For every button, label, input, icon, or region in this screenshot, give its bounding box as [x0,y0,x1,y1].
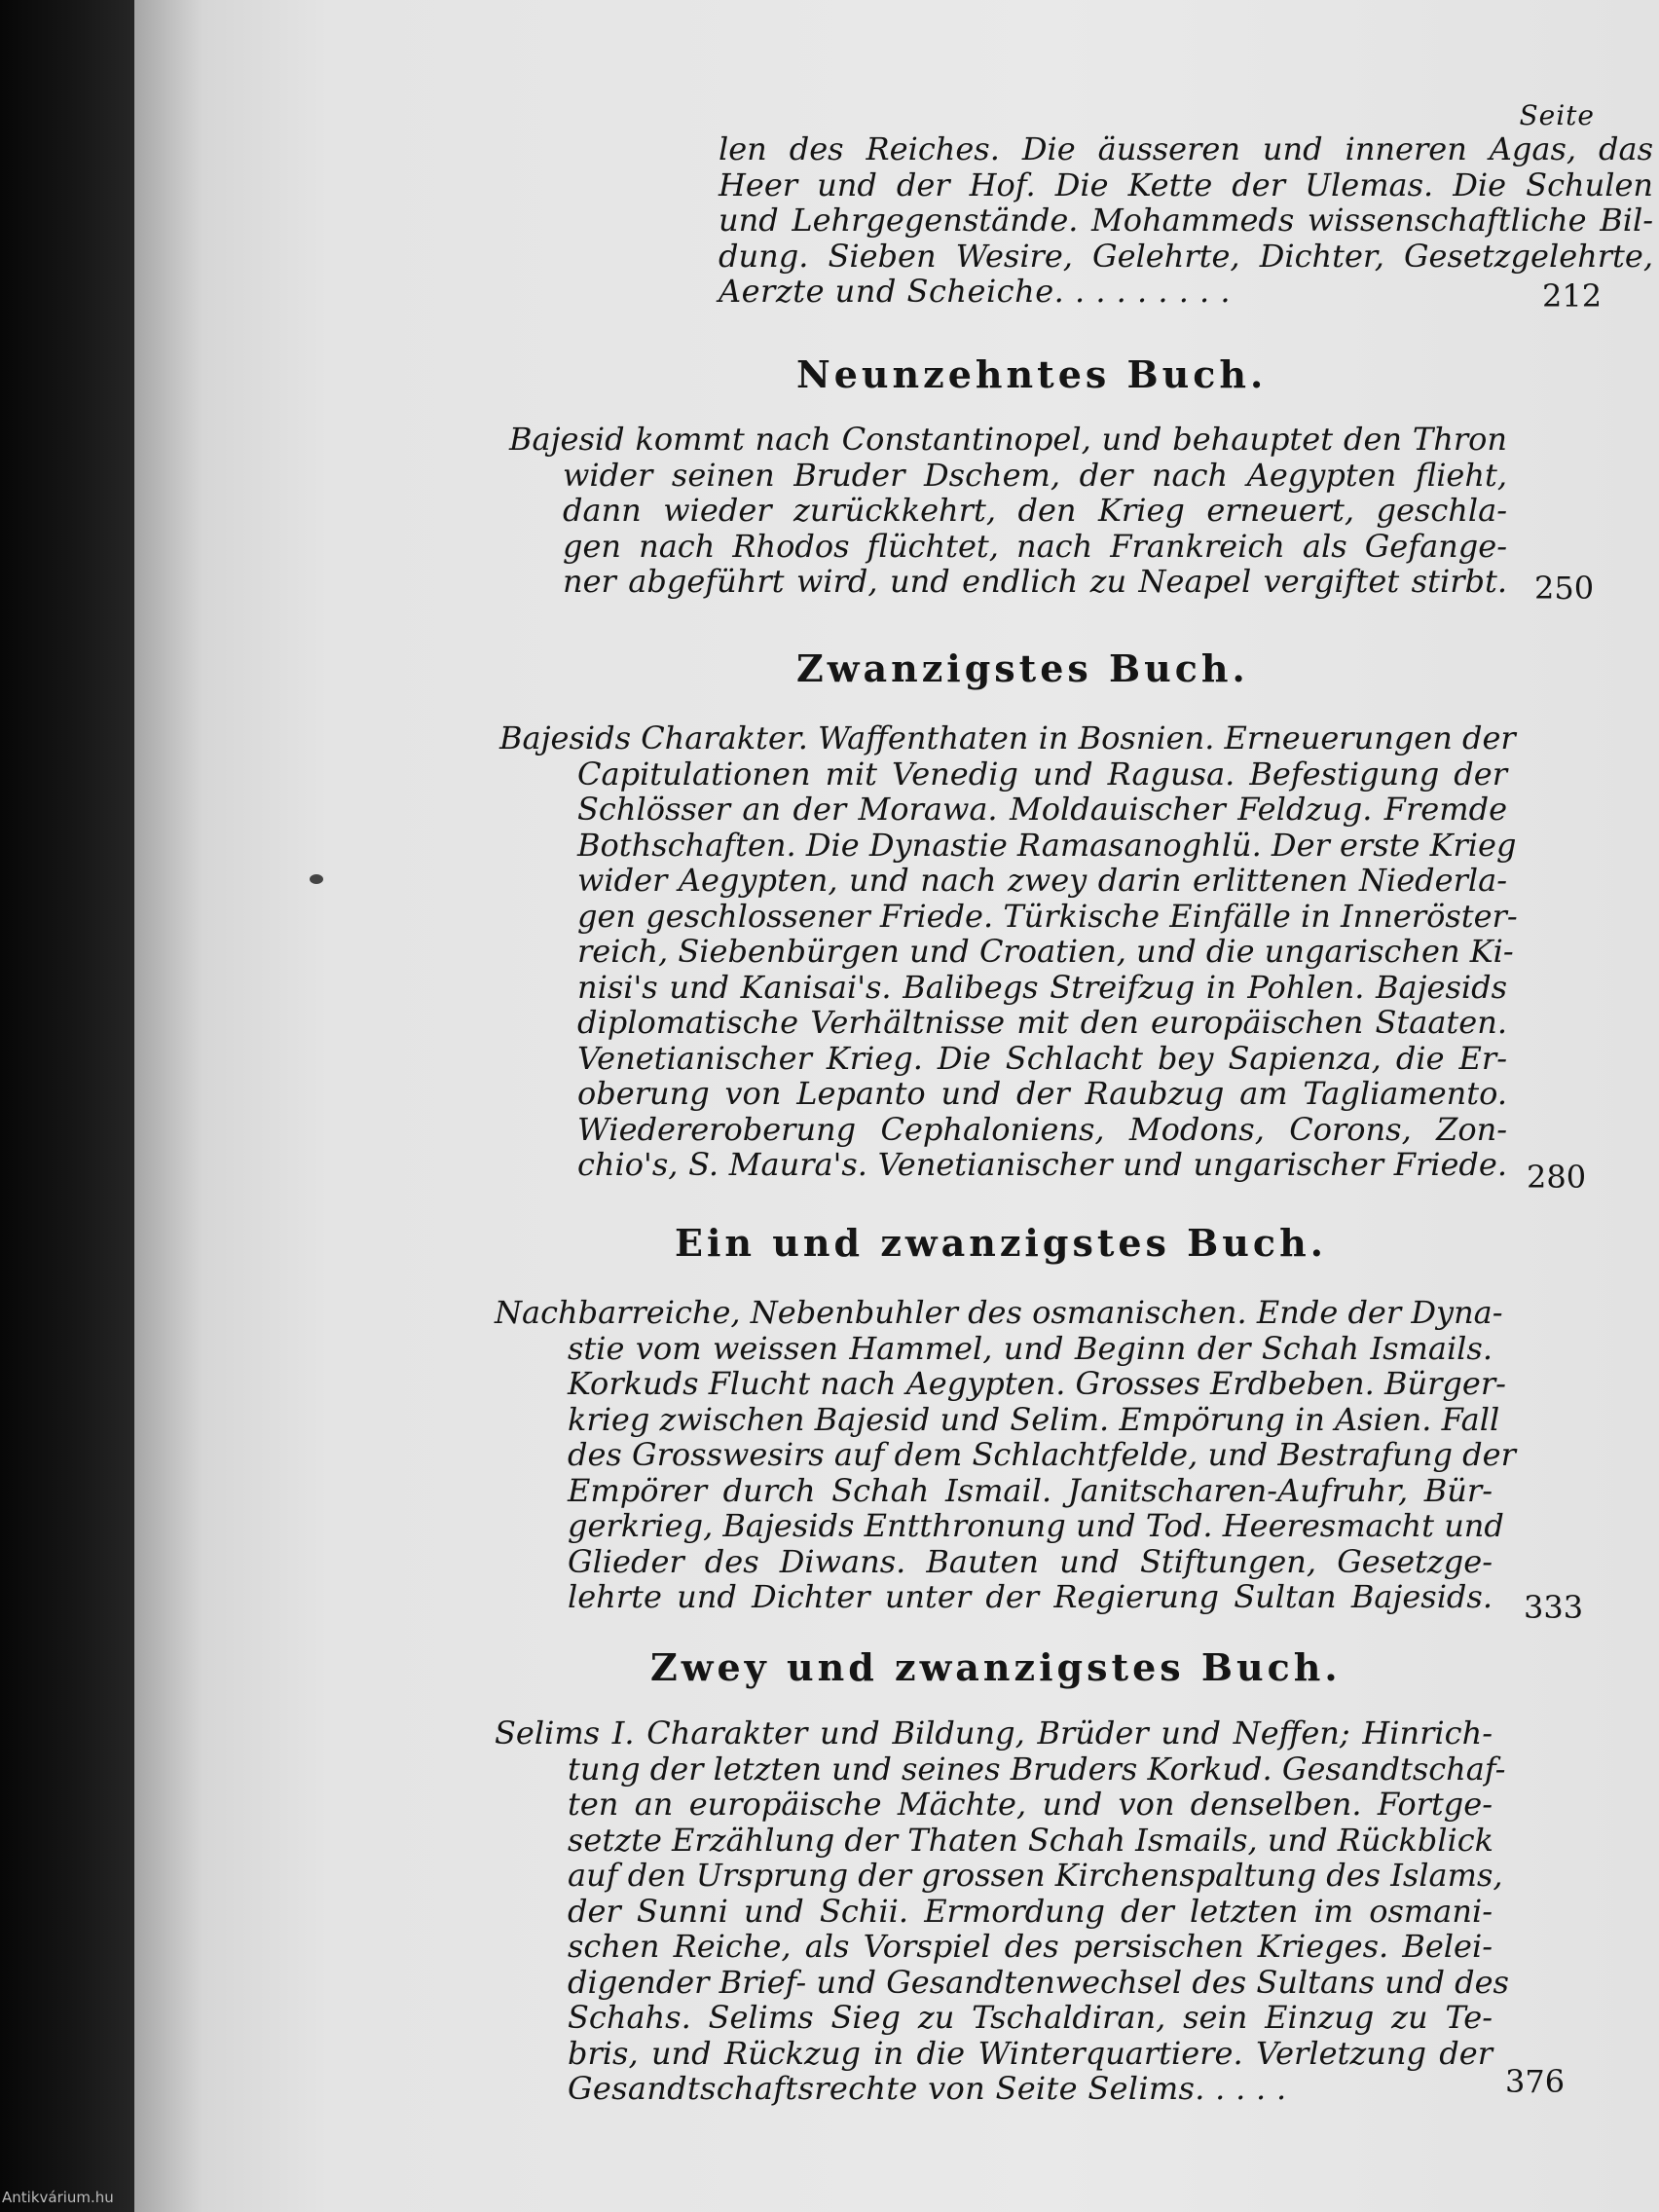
book-binding-shadow [0,0,136,2212]
entry-line: Glieder des Diwans. Bauten und Stiftungen, Gesetzge- [568,1542,1493,1580]
entry-line: tung der letzten und seines Bruders Korkud. Gesandtschaf- [568,1750,1506,1788]
entry-line: Nachbarreiche, Nebenbuhler des osmanischen. Ende der Dyna- [495,1294,1503,1331]
page-column-header: Seite [1519,99,1595,131]
entry-line: Heer und der Hof. Die Kette der Ulemas. Die Schulen [719,166,1653,203]
entry-line: Bothschaften. Die Dynastie Ramasanoghlü. Der erste Krieg [577,826,1517,864]
entry-line: Wiedereroberung Cephaloniens, Modons, Corons, Zon- [577,1110,1507,1148]
toc-entry [495,1294,1516,1615]
book-heading: Ein und zwanzigstes Buch. [675,1221,1327,1265]
entry-line: Korkuds Flucht nach Aegypten. Grosses Erdbeben. Bürger- [568,1365,1506,1402]
entry-line: Selims I. Charakter und Bildung, Brüder und Neffen; Hinrich- [495,1714,1493,1751]
page-number: 280 [1527,1159,1587,1196]
entry-line: gerkrieg, Bajesids Entthronung und Tod. Heeresmacht und [568,1507,1504,1544]
entry-line: stie vom weissen Hammel, und Beginn der Schah Ismails. [568,1329,1493,1367]
entry-line: wider seinen Bruder Dschem, der nach Aegypten flieht, [563,456,1507,494]
page-number: 376 [1505,2063,1566,2100]
book-heading: Zwey und zwanzigstes Buch. [650,1645,1342,1689]
entry-line: nisi's und Kanisai's. Balibegs Streifzug in Pohlen. Bajesids [577,968,1507,1006]
book-heading: Neunzehntes Buch. [796,352,1268,396]
page-number: 333 [1524,1589,1584,1626]
watermark: Antikvárium.hu [2,2189,114,2206]
entry-line: ten an europäische Mächte, und von denselben. Fortge- [568,1786,1493,1823]
entry-line: wider Aegypten, und nach zwey darin erlittenen Niederla- [577,862,1507,899]
entry-line: auf den Ursprung der grossen Kirchenspaltung des Islams, [568,1857,1503,1894]
entry-line: len des Reiches. Die äusseren und inneren Agas, das [719,130,1653,167]
entry-line: chio's, S. Maura's. Venetianischer und ungarischer Friede. [577,1146,1507,1183]
toc-entry [495,1714,1509,2107]
entry-line: oberung von Lepanto und der Raubzug am Tagliamento. [577,1075,1507,1112]
toc-entry [499,719,1518,1183]
entry-line: dann wieder zurückkehrt, den Krieg erneuert, geschla- [563,492,1507,529]
entry-line: lehrte und Dichter unter der Regierung Sultan Bajesids. [568,1578,1493,1615]
toc-entry-continuation [587,131,1653,310]
toc-entry [509,422,1507,600]
entry-line: diplomatische Verhältnisse mit den europäischen Staaten. [577,1004,1507,1041]
entry-line: des Grosswesirs auf dem Schlachtfelde, und Bestrafung der [568,1436,1516,1473]
entry-line: setzte Erzählung der Thaten Schah Ismails, und Rückblick [568,1821,1494,1859]
entry-line: reich, Siebenbürgen und Croatien, und die ungarischen Ki- [577,933,1514,970]
entry-line: digender Brief- und Gesandtenwechsel des Sultans und des [568,1963,1509,2001]
entry-line: dung. Sieben Wesire, Gelehrte, Dichter, Gesetzgelehrte, [719,237,1653,275]
entry-line: ner abgeführt wird, und endlich zu Neapel vergiftet stirbt. [563,563,1507,600]
page-number: 250 [1534,570,1595,607]
entry-line: Empörer durch Schah Ismail. Janitscharen-Aufruhr, Bür- [568,1471,1493,1509]
paper-speck [310,874,323,884]
entry-line: Capitulationen mit Venedig und Ragusa. Befestigung der [577,755,1507,793]
entry-line: Bajesids Charakter. Waffenthaten in Bosnien. Erneuerungen der [499,719,1516,756]
entry-line: gen nach Rhodos flüchtet, nach Frankreich als Gefange- [563,527,1507,565]
entry-line: bris, und Rückzug in die Winterquartiere. Verletzung der [568,2034,1493,2072]
entry-line: Aerzte und Scheiche. . . . . . . . . [719,273,1232,310]
entry-line: gen geschlossener Friede. Türkische Einfälle in Inneröster- [577,897,1518,935]
book-page [134,0,1659,2212]
entry-line: Schlösser an der Morawa. Moldauischer Feldzug. Fremde [577,791,1507,828]
entry-line: schen Reiche, als Vorspiel des persischen Krieges. Belei- [568,1928,1493,1965]
entry-line: und Lehrgegenstände. Mohammeds wissenschaftliche Bil- [719,202,1653,239]
entry-line: der Sunni und Schii. Ermordung der letzten im osmani- [568,1892,1493,1930]
book-heading: Zwanzigstes Buch. [796,646,1249,690]
entry-line: Venetianischer Krieg. Die Schlacht bey Sapienza, die Er- [577,1039,1507,1077]
entry-line: krieg zwischen Bajesid und Selim. Empörung in Asien. Fall [568,1400,1500,1438]
entry-line: Bajesid kommt nach Constantinopel, und behauptet den Thron [509,421,1507,458]
entry-line: Gesandtschaftsrechte von Seite Selims. . . . . [568,2070,1287,2107]
entry-line: Schahs. Selims Sieg zu Tschaldiran, sein Einzug zu Te- [568,1999,1493,2036]
page-number: 212 [1542,277,1603,314]
